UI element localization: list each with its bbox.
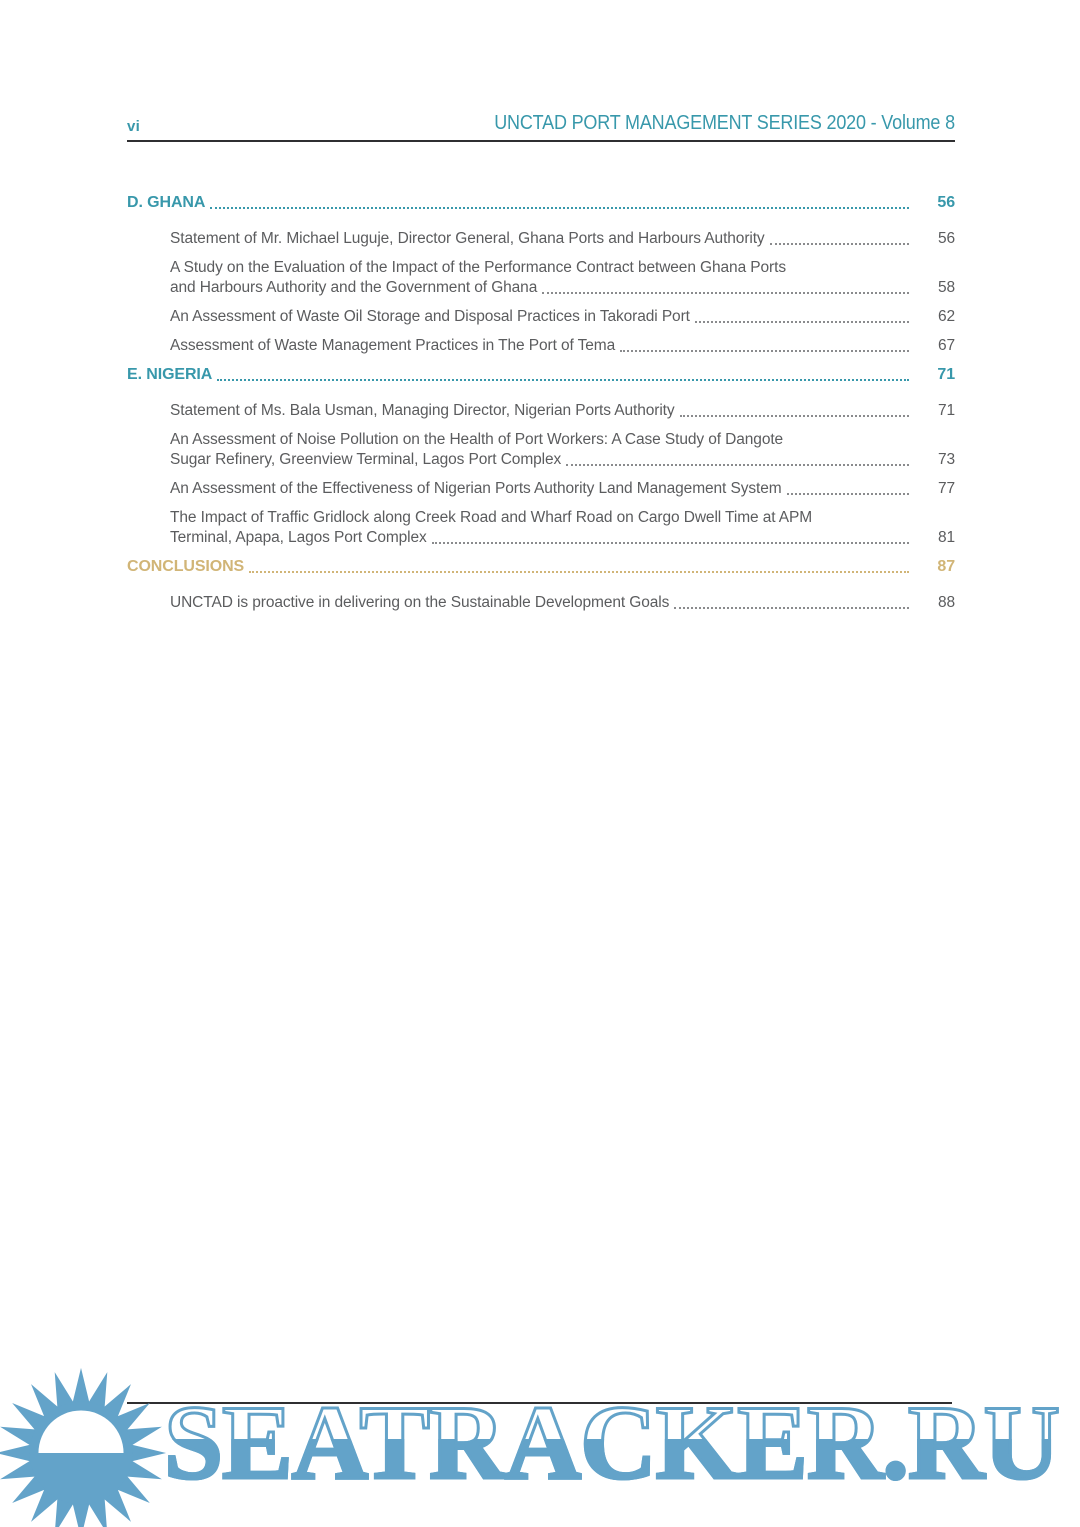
section-page-number: 56 xyxy=(937,194,955,211)
entry-page-number: 71 xyxy=(937,402,955,419)
toc-entry[interactable] xyxy=(170,229,955,249)
dot-leader xyxy=(217,379,909,381)
sun-logo-icon xyxy=(0,1366,168,1527)
entry-page-number: 88 xyxy=(937,594,955,611)
entry-page-number: 77 xyxy=(937,480,955,497)
dot-leader xyxy=(542,292,909,294)
section-label: CONCLUSIONS xyxy=(127,558,245,575)
entry-title: UNCTAD is proactive in delivering on the Sustainable Development Goals xyxy=(170,594,670,611)
dot-leader xyxy=(695,321,909,323)
page-folio: vi xyxy=(127,118,141,135)
watermark xyxy=(0,1358,1080,1527)
entry-title: Statement of Mr. Michael Luguje, Director General, Ghana Ports and Harbours Authority xyxy=(170,230,765,247)
entry-title-line: A Study on the Evaluation of the Impact of the Performance Contract between Ghana Ports xyxy=(170,259,786,276)
section-page-number: 87 xyxy=(937,558,955,575)
dot-leader xyxy=(787,493,909,495)
entry-title-line: An Assessment of Noise Pollution on the Health of Port Workers: A Case Study of Dangote xyxy=(170,431,784,448)
header-title: UNCTAD PORT MANAGEMENT SERIES 2020 - Volume 8 xyxy=(494,112,955,134)
section-label: D. GHANA xyxy=(127,194,206,211)
table-of-contents xyxy=(127,193,955,622)
toc-entry[interactable] xyxy=(170,258,955,298)
entry-title: and Harbours Authority and the Government of Ghana xyxy=(170,279,538,296)
toc-entry[interactable] xyxy=(170,401,955,421)
entry-page-number: 56 xyxy=(937,230,955,247)
dot-leader xyxy=(620,350,909,352)
entry-title-line: The Impact of Traffic Gridlock along Creek Road and Wharf Road on Cargo Dwell Time at APM xyxy=(170,509,813,526)
dot-leader xyxy=(566,464,909,466)
entry-title: An Assessment of Waste Oil Storage and Disposal Practices in Takoradi Port xyxy=(170,308,690,325)
toc-entry[interactable] xyxy=(170,430,955,470)
header-rule xyxy=(127,140,955,142)
section-label: E. NIGERIA xyxy=(127,366,213,383)
entry-page-number: 73 xyxy=(937,451,955,468)
toc-entry[interactable] xyxy=(170,307,955,327)
entry-page-number: 58 xyxy=(937,279,955,296)
toc-section-row[interactable] xyxy=(127,193,955,213)
toc-entry[interactable] xyxy=(170,508,955,548)
toc-entry[interactable] xyxy=(170,336,955,356)
dot-leader xyxy=(432,542,909,544)
toc-section-row[interactable] xyxy=(127,557,955,577)
entry-page-number: 62 xyxy=(937,308,955,325)
entry-title: Assessment of Waste Management Practices in The Port of Tema xyxy=(170,337,616,354)
toc-entry[interactable] xyxy=(170,593,955,613)
dot-leader xyxy=(680,415,909,417)
dot-leader xyxy=(210,207,909,209)
entry-page-number: 67 xyxy=(937,337,955,354)
dot-leader xyxy=(674,607,909,609)
entry-page-number: 81 xyxy=(937,529,955,546)
dot-leader xyxy=(770,243,909,245)
entry-title: Terminal, Apapa, Lagos Port Complex xyxy=(170,529,427,546)
entry-title: Sugar Refinery, Greenview Terminal, Lagos Port Complex xyxy=(170,451,562,468)
section-page-number: 71 xyxy=(937,366,955,383)
dot-leader xyxy=(249,571,909,573)
entry-title: An Assessment of the Effectiveness of Nigerian Ports Authority Land Management System xyxy=(170,480,782,497)
watermark-text: SEATRACKER.RU xyxy=(164,1384,1059,1501)
entry-title: Statement of Ms. Bala Usman, Managing Director, Nigerian Ports Authority xyxy=(170,402,675,419)
toc-section-row[interactable] xyxy=(127,365,955,385)
toc-entry[interactable] xyxy=(170,479,955,499)
running-header xyxy=(127,112,955,135)
